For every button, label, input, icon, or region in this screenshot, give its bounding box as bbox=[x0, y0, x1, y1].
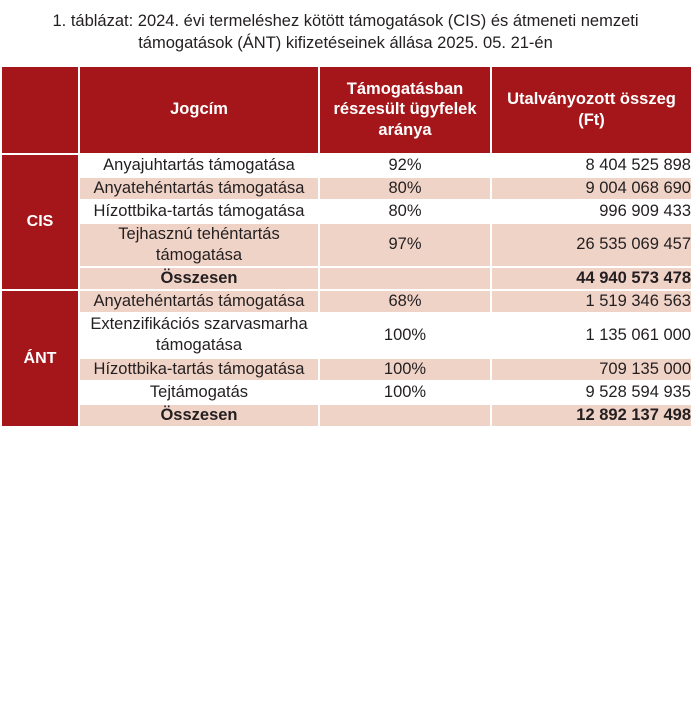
row-title: Extenzifikációs szarvasmarha támogatása bbox=[79, 313, 319, 357]
row-ratio: 97% bbox=[319, 223, 491, 267]
row-title: Tejtámogatás bbox=[79, 381, 319, 404]
table-row bbox=[1, 154, 691, 177]
table-caption: 1. táblázat: 2024. évi termeléshez kötött támogatások (CIS) és átmeneti nemzeti támogatások (ÁNT) kifizetéseinek állása 2025. 05. 21-én bbox=[52, 12, 639, 53]
header-amount: Utalványozott összeg (Ft) bbox=[491, 66, 691, 154]
table-row bbox=[1, 381, 691, 404]
header-ratio: Támogatásban részesült ügyfelek aránya bbox=[319, 66, 491, 154]
row-amount: 709 135 000 bbox=[491, 358, 691, 381]
row-ratio bbox=[319, 267, 491, 290]
row-ratio bbox=[319, 404, 491, 427]
row-title: Tejhasznú tehéntartás támogatása bbox=[79, 223, 319, 267]
row-title: Hízottbika-tartás támogatása bbox=[79, 358, 319, 381]
row-amount: 1 135 061 000 bbox=[491, 313, 691, 357]
row-amount: 44 940 573 478 bbox=[491, 267, 691, 290]
row-ratio: 92% bbox=[319, 154, 491, 177]
row-ratio: 68% bbox=[319, 290, 491, 313]
row-amount: 9 004 068 690 bbox=[491, 177, 691, 200]
header-jogcim: Jogcím bbox=[79, 66, 319, 154]
row-title: Hízottbika-tartás támogatása bbox=[79, 200, 319, 223]
table-row bbox=[1, 358, 691, 381]
row-ratio: 80% bbox=[319, 177, 491, 200]
row-title: Összesen bbox=[79, 404, 319, 427]
table-row bbox=[1, 223, 691, 267]
grants-table bbox=[0, 65, 691, 428]
table-row bbox=[1, 313, 691, 357]
row-amount: 1 519 346 563 bbox=[491, 290, 691, 313]
row-title: Anyatehéntartás támogatása bbox=[79, 177, 319, 200]
row-amount: 9 528 594 935 bbox=[491, 381, 691, 404]
table-row-total bbox=[1, 404, 691, 427]
table-header bbox=[1, 66, 691, 154]
table-row bbox=[1, 290, 691, 313]
row-amount: 996 909 433 bbox=[491, 200, 691, 223]
row-amount: 12 892 137 498 bbox=[491, 404, 691, 427]
row-title: Anyajuhtartás támogatása bbox=[79, 154, 319, 177]
row-title: Összesen bbox=[79, 267, 319, 290]
row-amount: 8 404 525 898 bbox=[491, 154, 691, 177]
group-label-cis: CIS bbox=[1, 154, 79, 291]
table-row-total bbox=[1, 267, 691, 290]
row-title: Anyatehéntartás támogatása bbox=[79, 290, 319, 313]
row-ratio: 100% bbox=[319, 358, 491, 381]
table-row bbox=[1, 200, 691, 223]
header-corner bbox=[1, 66, 79, 154]
row-ratio: 100% bbox=[319, 313, 491, 357]
row-ratio: 80% bbox=[319, 200, 491, 223]
row-amount: 26 535 069 457 bbox=[491, 223, 691, 267]
table-row bbox=[1, 177, 691, 200]
row-ratio: 100% bbox=[319, 381, 491, 404]
group-label-ant: ÁNT bbox=[1, 290, 79, 427]
table-header-row bbox=[1, 66, 691, 154]
table-body bbox=[1, 154, 691, 427]
